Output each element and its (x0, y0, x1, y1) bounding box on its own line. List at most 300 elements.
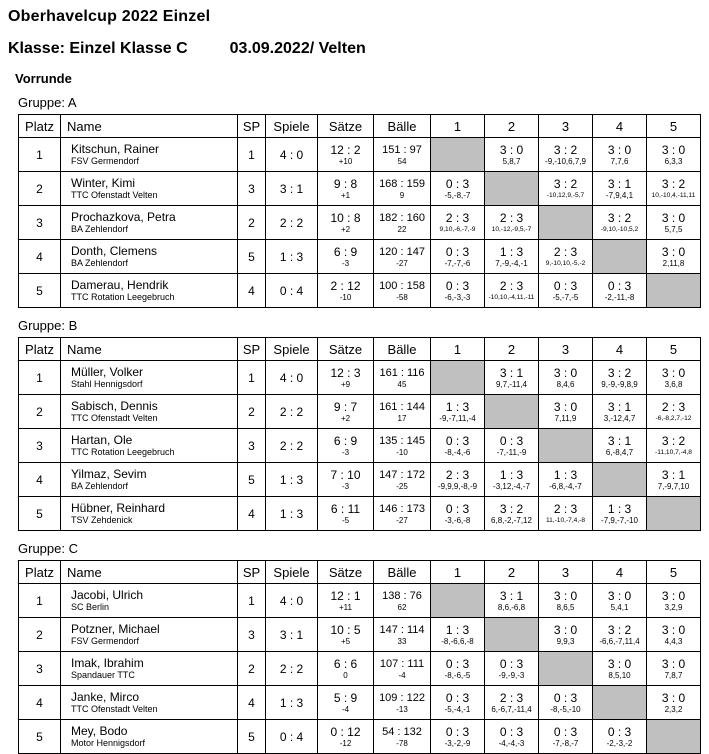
match-points: -3,-6,-8 (444, 515, 471, 525)
match-points: -7,-8,-7 (552, 738, 579, 748)
match-points: 4,4,3 (664, 636, 683, 646)
saetze-value: 10 : 8 (330, 210, 361, 225)
player-row (19, 720, 701, 754)
results-table (18, 114, 701, 308)
name-cell (61, 395, 238, 429)
player-name: Potzner, Michael (71, 622, 160, 636)
self-match-cell (485, 618, 539, 652)
match-cell (647, 652, 701, 686)
match-cell (485, 240, 539, 274)
match-points: -2,-11,-8 (604, 292, 635, 302)
match-cell (431, 395, 485, 429)
match-points: -9,-10,6,7,9 (545, 156, 586, 166)
round-label: Vorrunde (15, 71, 72, 86)
match-score: 3 : 2 (553, 176, 578, 191)
match-score: 0 : 3 (445, 656, 470, 671)
match-cell (593, 618, 647, 652)
player-name: Yilmaz, Sevim (71, 467, 147, 481)
match-score: 3 : 0 (499, 142, 524, 157)
spiele-cell: 1 : 3 (266, 240, 318, 274)
col-header-name: Name (61, 561, 238, 584)
saetze-diff: -3 (341, 447, 350, 457)
platz-cell: 5 (19, 497, 61, 531)
baelle-diff: -13 (396, 704, 408, 714)
match-points: -2,-3,-2 (606, 738, 633, 748)
self-match-cell (431, 361, 485, 395)
match-score: 2 : 3 (445, 467, 470, 482)
col-header-spiele: Spiele (266, 115, 318, 138)
baelle-diff: 33 (397, 636, 407, 646)
col-header-opponent-3: 3 (539, 561, 593, 584)
baelle-value: 182 : 160 (379, 211, 425, 224)
saetze-cell (318, 206, 374, 240)
saetze-value: 6 : 6 (333, 656, 358, 671)
match-points: -8,-5,-10 (550, 704, 581, 714)
baelle-value: 151 : 97 (382, 143, 422, 156)
group-section (8, 95, 709, 308)
match-cell (539, 618, 593, 652)
platz-cell: 2 (19, 395, 61, 429)
self-match-cell (431, 138, 485, 172)
name-cell (61, 172, 238, 206)
col-header-opponent-5: 5 (647, 115, 701, 138)
saetze-cell (318, 274, 374, 308)
baelle-value: 147 : 114 (379, 623, 425, 636)
match-score: 3 : 0 (553, 399, 578, 414)
match-score: 3 : 0 (661, 244, 686, 259)
match-points: -9,-7,11,-4 (439, 413, 476, 423)
match-points: -6,8,-4,-7 (549, 481, 582, 491)
baelle-diff: -58 (396, 292, 408, 302)
match-cell (485, 686, 539, 720)
match-score: 3 : 0 (661, 210, 686, 225)
match-cell (647, 429, 701, 463)
platz-cell: 1 (19, 138, 61, 172)
baelle-value: 109 : 122 (379, 691, 425, 704)
baelle-cell (374, 429, 431, 463)
player-club: TTC Ofenstadt Velten (71, 413, 158, 423)
col-header-saetze: Sätze (318, 338, 374, 361)
saetze-diff: -5 (341, 515, 350, 525)
baelle-diff: -27 (396, 515, 408, 525)
saetze-diff: +5 (340, 636, 351, 646)
match-cell (593, 172, 647, 206)
saetze-value: 7 : 10 (330, 467, 361, 482)
saetze-cell (318, 138, 374, 172)
player-name: Jacobi, Ulrich (71, 588, 144, 602)
col-header-opponent-1: 1 (431, 338, 485, 361)
match-score: 3 : 0 (661, 690, 686, 705)
match-cell (539, 172, 593, 206)
player-club: TSV Zehdenick (71, 515, 133, 525)
sp-cell: 3 (238, 429, 266, 463)
match-cell (431, 274, 485, 308)
baelle-value: 138 : 76 (382, 589, 422, 602)
player-name: Müller, Volker (71, 365, 144, 379)
platz-cell: 4 (19, 686, 61, 720)
match-score: 3 : 2 (661, 433, 686, 448)
spiele-cell: 1 : 3 (266, 497, 318, 531)
name-cell (61, 497, 238, 531)
saetze-value: 9 : 8 (333, 176, 358, 191)
match-score: 0 : 3 (499, 433, 524, 448)
saetze-cell (318, 686, 374, 720)
player-name: Mey, Bodo (71, 724, 128, 738)
match-cell (539, 361, 593, 395)
name-cell (61, 240, 238, 274)
player-row (19, 395, 701, 429)
name-cell (61, 652, 238, 686)
sp-cell: 4 (238, 274, 266, 308)
match-cell (485, 584, 539, 618)
spiele-cell: 0 : 4 (266, 274, 318, 308)
platz-cell: 5 (19, 274, 61, 308)
player-row (19, 361, 701, 395)
sp-cell: 5 (238, 463, 266, 497)
match-cell (593, 720, 647, 754)
match-score: 3 : 1 (607, 399, 632, 414)
saetze-cell (318, 240, 374, 274)
match-score: 0 : 3 (445, 176, 470, 191)
saetze-diff: -12 (339, 738, 352, 748)
match-cell (485, 138, 539, 172)
groups-container (8, 95, 709, 754)
match-points: 7,-9,-4,-1 (495, 258, 528, 268)
player-club: SC Berlin (71, 602, 110, 612)
baelle-value: 161 : 116 (379, 366, 425, 379)
saetze-cell (318, 584, 374, 618)
player-club: Spandauer TTC (71, 670, 135, 680)
col-header-opponent-2: 2 (485, 115, 539, 138)
match-score: 0 : 3 (499, 724, 524, 739)
sp-cell: 2 (238, 652, 266, 686)
match-points: 6,8,-2,-7,12 (491, 515, 532, 525)
match-cell (647, 240, 701, 274)
match-cell (431, 429, 485, 463)
match-points: -3,-2,-9 (444, 738, 471, 748)
player-name: Sabisch, Dennis (71, 399, 158, 413)
results-table (18, 337, 701, 531)
match-cell (539, 584, 593, 618)
platz-cell: 1 (19, 584, 61, 618)
baelle-value: 168 : 159 (379, 177, 425, 190)
match-score: 3 : 2 (607, 365, 632, 380)
match-score: 2 : 3 (553, 501, 578, 516)
match-score: 3 : 0 (661, 656, 686, 671)
col-header-sp: SP (238, 338, 266, 361)
name-cell (61, 584, 238, 618)
baelle-value: 146 : 173 (379, 502, 425, 515)
col-header-opponent-4: 4 (593, 338, 647, 361)
match-score: 3 : 0 (553, 365, 578, 380)
group-label: Gruppe: B (18, 318, 78, 333)
match-score: 2 : 3 (553, 244, 578, 259)
player-club: TTC Rotation Leegebruch (71, 292, 175, 302)
match-cell (593, 584, 647, 618)
baelle-cell (374, 240, 431, 274)
match-points: 5,7,5 (664, 224, 683, 234)
match-points: 6,3,3 (664, 156, 683, 166)
match-score: 3 : 0 (661, 365, 686, 380)
match-cell (485, 497, 539, 531)
saetze-diff: +2 (340, 413, 351, 423)
match-score: 0 : 3 (499, 656, 524, 671)
match-score: 3 : 2 (553, 142, 578, 157)
self-match-cell (485, 395, 539, 429)
match-points: 8,6,5 (556, 602, 575, 612)
match-cell (593, 274, 647, 308)
match-points: -3,12,-4,-7 (493, 481, 530, 491)
match-cell (593, 652, 647, 686)
player-row (19, 138, 701, 172)
spiele-cell: 1 : 3 (266, 463, 318, 497)
baelle-diff: -78 (396, 738, 408, 748)
saetze-cell (318, 429, 374, 463)
match-points: 7,7,6 (610, 156, 629, 166)
match-points: -5,-4,-1 (444, 704, 471, 714)
sp-cell: 2 (238, 206, 266, 240)
match-score: 3 : 1 (607, 176, 632, 191)
match-points: 10,-10,4,-11,11 (651, 191, 696, 199)
col-header-sp: SP (238, 561, 266, 584)
sp-cell: 3 (238, 618, 266, 652)
self-match-cell (647, 497, 701, 531)
sp-cell: 3 (238, 172, 266, 206)
match-points: 7,11,9 (554, 413, 577, 423)
baelle-diff: -10 (396, 447, 408, 457)
match-score: 3 : 1 (499, 588, 524, 603)
name-cell (61, 463, 238, 497)
match-points: 6,-6,7,-11,4 (491, 704, 532, 714)
player-club: BA Zehlendorf (71, 481, 129, 491)
col-header-sp: SP (238, 115, 266, 138)
match-cell (539, 240, 593, 274)
baelle-cell (374, 497, 431, 531)
player-name: Winter, Kimi (71, 176, 136, 190)
match-cell (647, 395, 701, 429)
match-score: 1 : 3 (499, 467, 524, 482)
results-table (18, 560, 701, 754)
spiele-cell: 0 : 4 (266, 720, 318, 754)
saetze-cell (318, 463, 374, 497)
match-points: -7,-11,-9 (496, 447, 527, 457)
col-header-platz: Platz (19, 338, 61, 361)
player-row (19, 206, 701, 240)
match-points: -6,6,-7,11,4 (599, 636, 640, 646)
col-header-opponent-2: 2 (485, 561, 539, 584)
player-club: BA Zehlendorf (71, 224, 129, 234)
self-match-cell (539, 429, 593, 463)
match-cell (647, 584, 701, 618)
name-cell (61, 429, 238, 463)
baelle-cell (374, 652, 431, 686)
match-points: -8,-6,6,-8 (441, 636, 474, 646)
baelle-cell (374, 361, 431, 395)
platz-cell: 2 (19, 172, 61, 206)
match-score: 3 : 0 (607, 656, 632, 671)
self-match-cell (431, 584, 485, 618)
table-header-row (19, 338, 701, 361)
player-name: Hartan, Ole (71, 433, 133, 447)
match-cell (539, 395, 593, 429)
player-club: TTC Rotation Leegebruch (71, 447, 175, 457)
baelle-diff: -27 (396, 258, 408, 268)
player-row (19, 429, 701, 463)
match-points: -9,-9,-3 (498, 670, 525, 680)
spiele-cell: 3 : 1 (266, 618, 318, 652)
match-points: 9,-10,10,-5,-2 (545, 259, 586, 267)
match-cell (485, 206, 539, 240)
col-header-opponent-3: 3 (539, 338, 593, 361)
name-cell (61, 206, 238, 240)
match-score: 0 : 3 (445, 244, 470, 259)
match-points: 9,10,-6,-7,-9 (439, 225, 476, 233)
match-score: 2 : 3 (499, 690, 524, 705)
match-score: 3 : 1 (499, 365, 524, 380)
player-club: FSV Germendorf (71, 636, 140, 646)
col-header-saetze: Sätze (318, 561, 374, 584)
match-cell (539, 497, 593, 531)
match-score: 1 : 3 (499, 244, 524, 259)
sp-cell: 2 (238, 395, 266, 429)
baelle-diff: 22 (397, 224, 407, 234)
match-cell (593, 361, 647, 395)
baelle-value: 161 : 144 (379, 400, 425, 413)
col-header-opponent-4: 4 (593, 561, 647, 584)
baelle-cell (374, 720, 431, 754)
match-cell (647, 618, 701, 652)
match-cell (539, 463, 593, 497)
platz-cell: 3 (19, 652, 61, 686)
group-label: Gruppe: C (18, 541, 78, 556)
saetze-cell (318, 497, 374, 531)
match-points: -7,9,-7,-10 (601, 515, 638, 525)
match-points: -5,-7,-5 (552, 292, 579, 302)
match-points: -8,-4,-6 (444, 447, 471, 457)
player-row (19, 618, 701, 652)
saetze-value: 9 : 7 (333, 399, 358, 414)
match-cell (647, 138, 701, 172)
col-header-opponent-1: 1 (431, 115, 485, 138)
match-points: 10,-12,-9,5,-7 (491, 225, 532, 233)
match-score: 0 : 3 (445, 278, 470, 293)
spiele-cell: 2 : 2 (266, 206, 318, 240)
match-points: 7,-9,7,10 (657, 481, 690, 491)
spiele-cell: 1 : 3 (266, 686, 318, 720)
player-row (19, 686, 701, 720)
baelle-diff: -25 (396, 481, 408, 491)
saetze-cell (318, 720, 374, 754)
match-score: 3 : 2 (499, 501, 524, 516)
baelle-cell (374, 395, 431, 429)
klasse-label: Klasse: Einzel Klasse C (8, 40, 188, 57)
sp-cell: 5 (238, 720, 266, 754)
match-points: 8,5,10 (608, 670, 631, 680)
match-cell (431, 497, 485, 531)
match-score: 1 : 3 (553, 467, 578, 482)
baelle-diff: 9 (399, 190, 405, 200)
saetze-diff: -4 (341, 704, 350, 714)
name-cell (61, 138, 238, 172)
player-name: Imak, Ibrahim (71, 656, 144, 670)
match-points: -10,12,9,-5,7 (546, 191, 585, 199)
baelle-diff: 54 (397, 156, 407, 166)
match-score: 3 : 0 (553, 622, 578, 637)
match-cell (647, 463, 701, 497)
self-match-cell (539, 206, 593, 240)
baelle-cell (374, 618, 431, 652)
group-label: Gruppe: A (18, 95, 77, 110)
match-score: 3 : 2 (661, 176, 686, 191)
baelle-value: 147 : 172 (379, 468, 425, 481)
spiele-cell: 2 : 2 (266, 652, 318, 686)
col-header-baelle: Bälle (374, 561, 431, 584)
self-match-cell (647, 720, 701, 754)
match-points: 9,9,3 (556, 636, 575, 646)
baelle-diff: 62 (397, 602, 407, 612)
table-header-row (19, 561, 701, 584)
saetze-diff: +1 (340, 190, 351, 200)
self-match-cell (485, 172, 539, 206)
match-cell (539, 686, 593, 720)
spiele-cell: 2 : 2 (266, 395, 318, 429)
baelle-cell (374, 274, 431, 308)
match-score: 3 : 1 (607, 433, 632, 448)
baelle-cell (374, 584, 431, 618)
saetze-diff: +2 (340, 224, 351, 234)
match-points: 6,-8,4,7 (605, 447, 634, 457)
match-cell (431, 206, 485, 240)
baelle-cell (374, 463, 431, 497)
match-score: 3 : 0 (553, 588, 578, 603)
match-cell (647, 361, 701, 395)
platz-cell: 4 (19, 240, 61, 274)
baelle-cell (374, 172, 431, 206)
col-header-name: Name (61, 338, 238, 361)
match-cell (539, 138, 593, 172)
player-name: Janke, Mirco (71, 690, 140, 704)
match-score: 3 : 2 (607, 210, 632, 225)
match-points: 11,-10,-7,4,-8 (545, 516, 586, 524)
page-title: Oberhavelcup 2022 Einzel (8, 8, 211, 25)
spiele-cell: 2 : 2 (266, 429, 318, 463)
player-club: TTC Ofenstadt Velten (71, 190, 158, 200)
match-score: 3 : 0 (661, 588, 686, 603)
match-cell (485, 652, 539, 686)
group-section (8, 318, 709, 531)
match-score: 2 : 3 (499, 278, 524, 293)
col-header-platz: Platz (19, 115, 61, 138)
match-points: -9,9,9,-8,-9 (437, 481, 478, 491)
match-cell (485, 274, 539, 308)
saetze-value: 2 : 12 (330, 278, 361, 293)
spiele-cell: 3 : 1 (266, 172, 318, 206)
match-points: -6,-3,-3 (444, 292, 471, 302)
baelle-value: 120 : 147 (379, 245, 425, 258)
match-score: 2 : 3 (499, 210, 524, 225)
sp-cell: 4 (238, 686, 266, 720)
saetze-cell (318, 618, 374, 652)
match-points: -7,9,4,1 (605, 190, 634, 200)
match-score: 0 : 3 (553, 690, 578, 705)
match-cell (485, 720, 539, 754)
match-points: -5,-8,-7 (444, 190, 471, 200)
match-score: 0 : 3 (445, 690, 470, 705)
match-score: 1 : 3 (445, 622, 470, 637)
saetze-value: 6 : 11 (330, 501, 361, 516)
name-cell (61, 720, 238, 754)
sp-cell: 1 (238, 361, 266, 395)
